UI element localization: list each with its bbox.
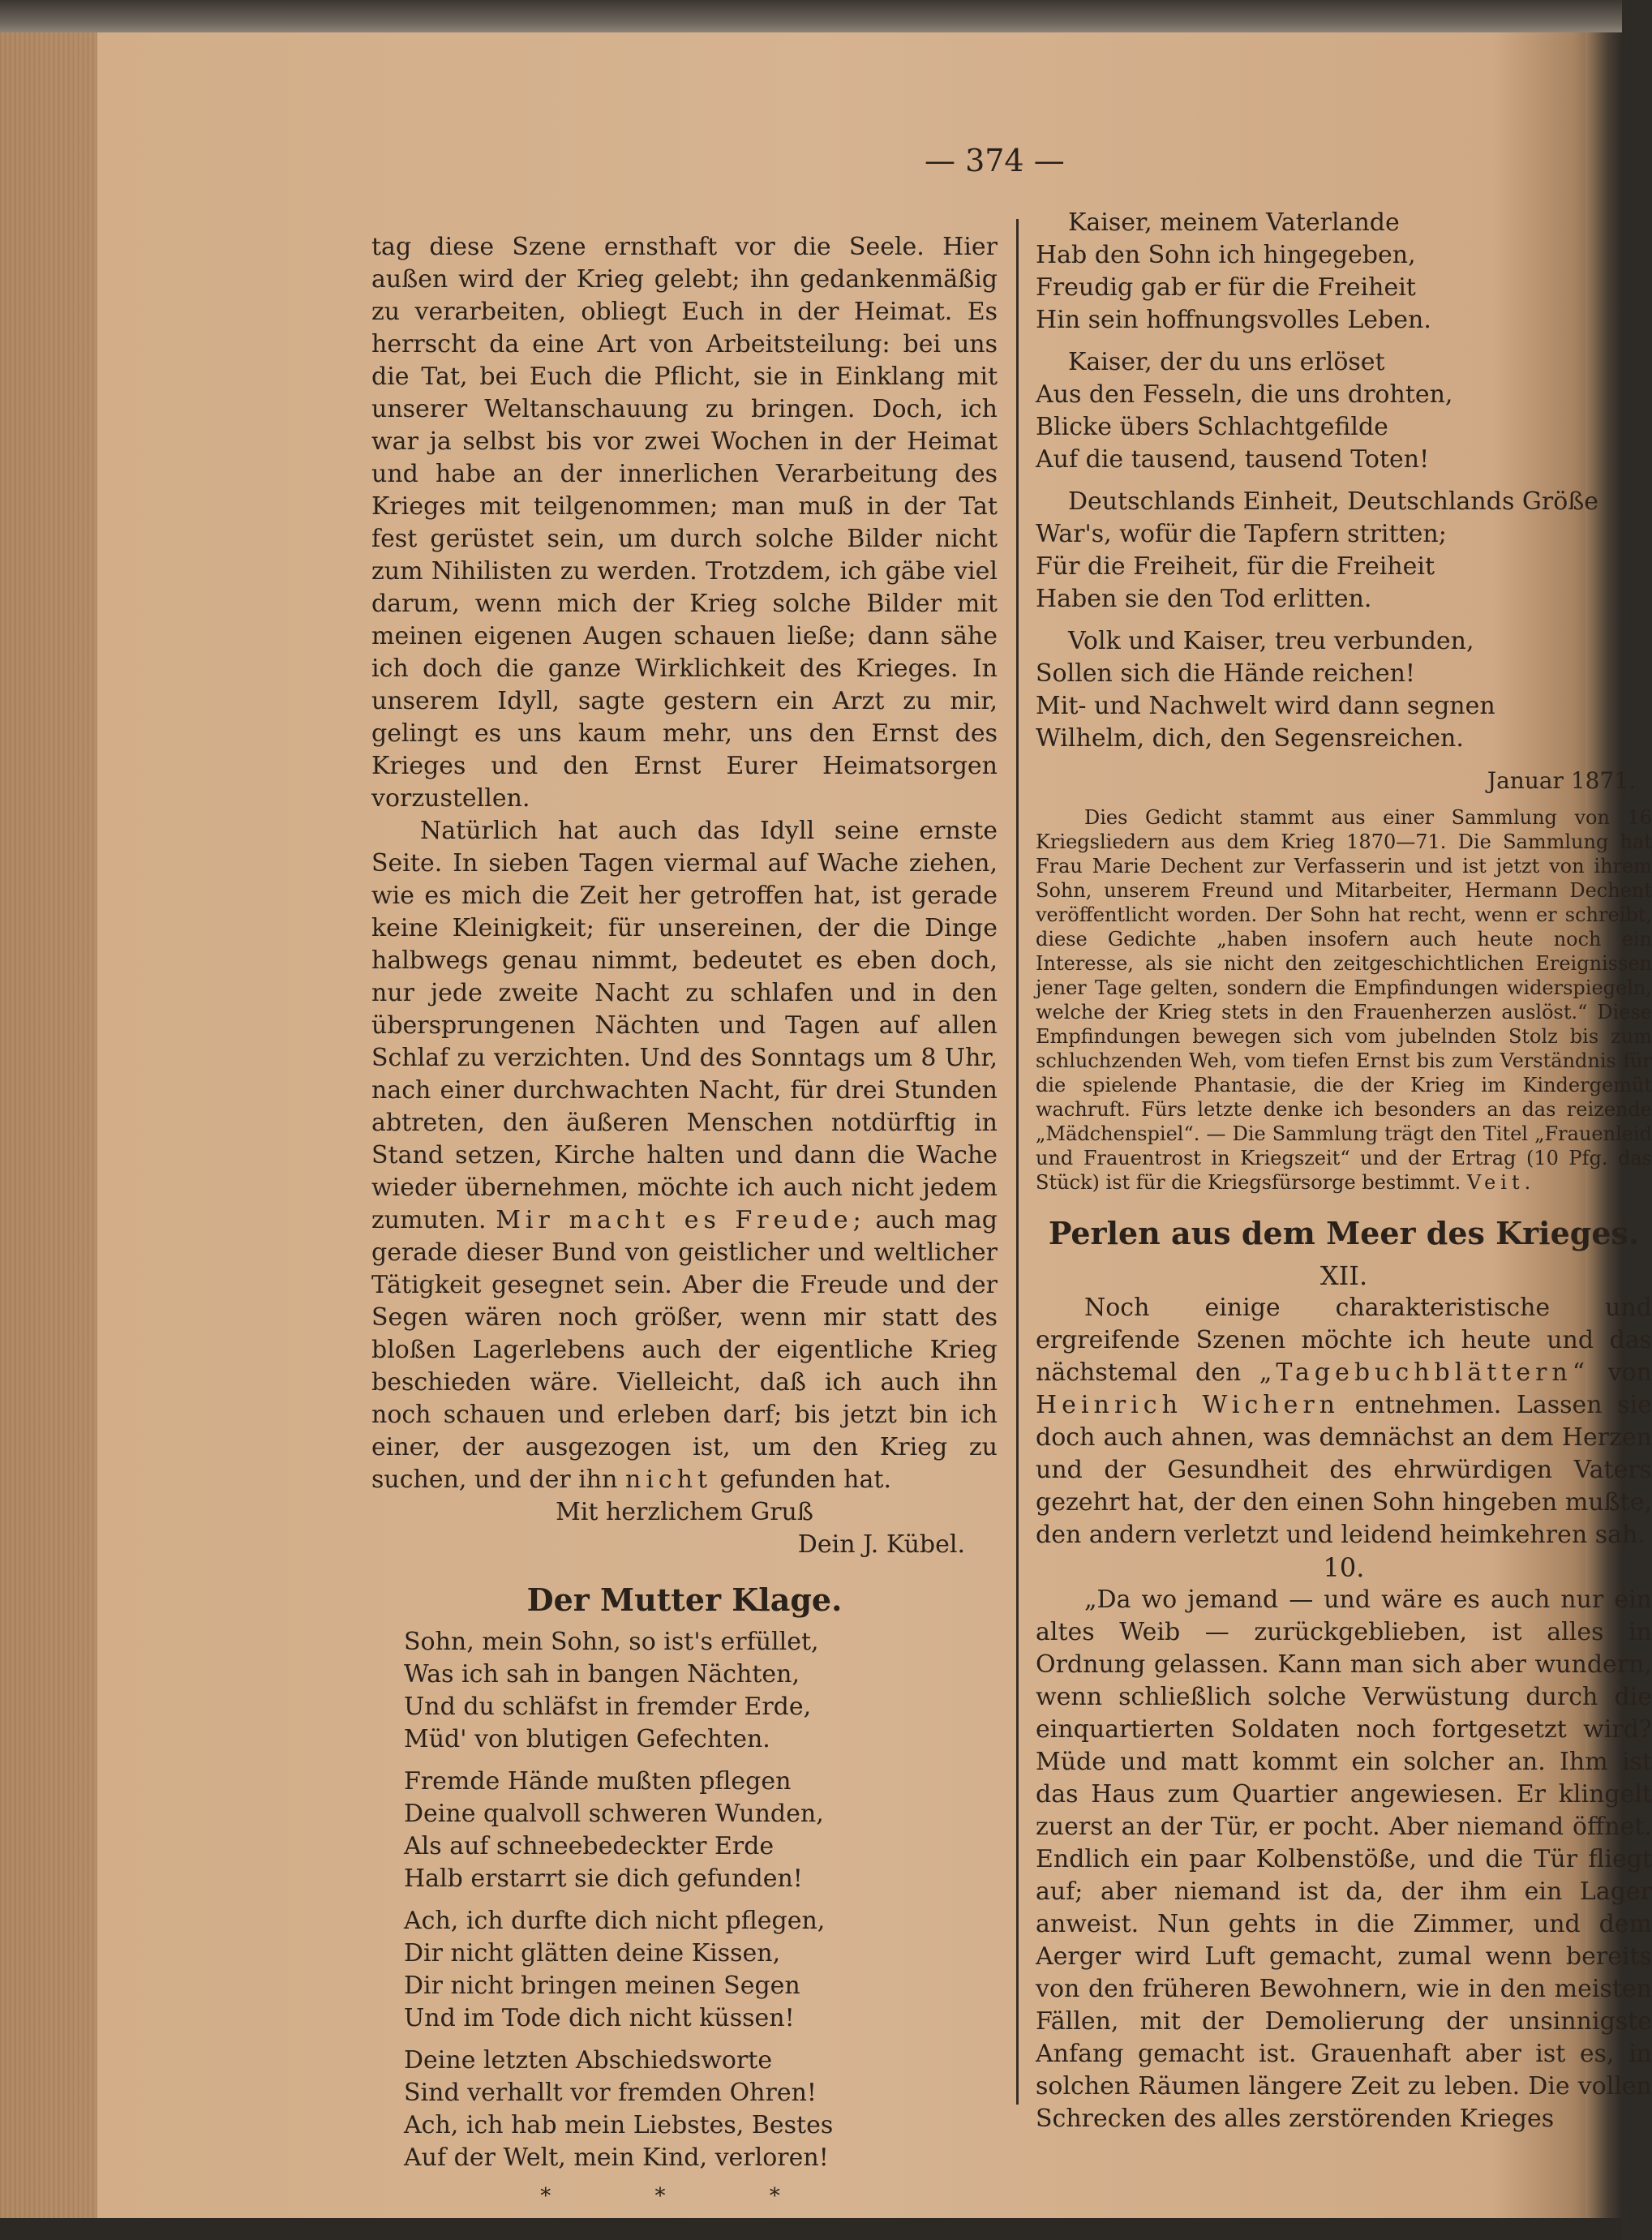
column-divider <box>1016 219 1019 2105</box>
poem-line: Sind verhallt vor fremden Ohren! <box>404 2079 817 2107</box>
letter-emphasis: nicht <box>625 1465 713 1494</box>
poem-line: Sohn, mein Sohn, so ist's erfüllet, <box>404 1628 819 1656</box>
poem-line: Dir nicht glätten deine Kissen, <box>404 1939 781 1968</box>
letter-paragraph <box>371 815 998 1496</box>
poem-line: Sollen sich die Hände reichen! <box>1036 659 1415 688</box>
poem-line: Als auf schneebedeckter Erde <box>404 1832 775 1860</box>
poem-line: Müd' von blutigen Gefechten. <box>404 1725 770 1753</box>
note-author: Veit. <box>1466 1171 1536 1194</box>
note-paragraph <box>1036 805 1652 1195</box>
poem-line: Aus den Fesseln, die uns drohten, <box>1036 380 1453 409</box>
section-stars: * * * <box>540 2184 829 2208</box>
poem-stanza <box>404 1766 998 1895</box>
poem-line: Kaiser, der du uns erlöset <box>1068 348 1385 376</box>
poem-line: Halb erstarrt sie dich gefunden! <box>404 1865 803 1893</box>
poem-stanza <box>1036 625 1652 755</box>
book-bottom-edge <box>0 2218 1622 2240</box>
poem-line: Ach, ich hab mein Liebstes, Bestes <box>404 2111 834 2139</box>
poem-line: Für die Freiheit, für die Freiheit <box>1036 552 1435 581</box>
article-number: XII. <box>1319 1260 1368 1291</box>
poem-line: Deine qualvoll schweren Wunden, <box>404 1800 824 1828</box>
right-column <box>1036 207 1652 2135</box>
poem-stanza <box>1036 346 1652 476</box>
left-column <box>371 231 998 2208</box>
poem-date: Januar 1871. <box>1487 767 1636 794</box>
poem-stanza <box>404 1626 998 1756</box>
letter-text: Natürlich hat auch das Idyll seine ernste Seite. In sieben Tagen viermal auf Wache ziehen, wie es mich die Zeit her getroffen hat, ist gerade keine Kleinigkeit; für unsereinen, der die Dinge halbwegs genau nimmt, bedeutet es eben doch, nur jede zweite Nacht zu schlafen und in den übersprungenen Nächten und Tagen auf allen Schlaf zu verzichten. Und des Sonntags um 8 Uhr, nach einer durchwachten Nacht, für drei Stunden abtreten, den äußeren Menschen notdürftig in Stand setzen, Kirche halten und dann die Wache wieder übernehmen, möchte ich auch nicht jedem zumuten. <box>371 817 998 1234</box>
letter-emphasis: Mir macht es Freude; <box>496 1206 866 1234</box>
editor-note <box>1036 805 1652 1195</box>
intro-spaced-name: Heinrich Wichern <box>1036 1391 1340 1419</box>
article-title: Perlen aus dem Meer des Krieges. <box>1048 1215 1640 1251</box>
letter-signature: Dein J. Kübel. <box>797 1530 965 1559</box>
poem-line: Und du schläfst in fremder Erde, <box>404 1693 812 1721</box>
page <box>97 32 1652 2218</box>
poem-line: Freudig gab er für die Freiheit <box>1036 273 1416 302</box>
poem-line: Haben sie den Tod erlitten. <box>1036 585 1372 613</box>
page-number: — 374 — <box>925 143 1065 178</box>
poem-continuation <box>1036 207 1652 755</box>
poem-line: Fremde Hände mußten pflegen <box>404 1767 792 1796</box>
poem-line: Volk und Kaiser, treu verbunden, <box>1068 627 1474 655</box>
poem-line: Wilhelm, dich, den Segensreichen. <box>1036 724 1464 753</box>
intro-text: Noch einige charakteristische und ergreifende Szenen möchte ich heute und das nächstemal den <box>1036 1294 1652 1387</box>
poem-line: Blicke übers Schlachtgefilde <box>1036 413 1388 441</box>
poem-line: Ach, ich durfte dich nicht pflegen, <box>404 1907 826 1935</box>
poem-line: War's, wofür die Tapfern stritten; <box>1036 520 1447 548</box>
poem-mutter-klage <box>371 1626 998 2174</box>
poem-line: Was ich sah in bangen Nächten, <box>404 1660 800 1689</box>
letter-greeting: Mit herzlichem Gruß <box>556 1498 813 1526</box>
article-intro <box>1036 1292 1652 1551</box>
poem-stanza <box>1036 486 1652 616</box>
intro-spaced-title: „Tagebuchblättern“ <box>1259 1358 1590 1387</box>
poem-stanza <box>404 2045 998 2174</box>
poem-line: Kaiser, meinem Vaterlande <box>1068 208 1400 237</box>
poem-line: Hin sein hoffnungsvolles Leben. <box>1036 306 1431 334</box>
poem-line: Dir nicht bringen meinen Segen <box>404 1972 800 2000</box>
poem-line: Mit- und Nachwelt wird dann segnen <box>1036 692 1495 720</box>
poem-line: Deine letzten Abschiedsworte <box>404 2046 773 2075</box>
poem-line: Auf der Welt, mein Kind, verloren! <box>404 2143 829 2172</box>
poem-line: Hab den Sohn ich hingegeben, <box>1036 241 1416 269</box>
section-text: „Da wo jemand — und wäre es auch nur ein altes Weib — zurückgeblieben, ist alles in Ordnung gelassen. Kann man sich aber wundern, wenn schließlich solche Verwüstung durch die einquartierten Soldaten noch fortgesetzt wird? Müde und matt kommt ein solcher an. Ihm ist das Haus zum Quartier angewiesen. Er klingelt zuerst an der Tür, er pocht. Aber niemand öffnet. Endlich ein paar Kolbenstöße, und die Tür fliegt auf; aber niemand ist da, der ihm ein Lager anweist. Nun gehts in die Zimmer, und dem Aerger wird Luft gemacht, zumal wenn bereits von den früheren Bewohnern, wie in den meisten Fällen, mit der Demolierung der unsinnigste Anfang gemacht ist. Grauenhaft aber ist es, in solchen Räumen längere Zeit zu leben. Die vollen Schrecken des alles zerstörenden Krieges <box>1036 1586 1652 2133</box>
poem-title: Der Mutter Klage. <box>526 1581 843 1618</box>
letter-text: gefunden hat. <box>719 1465 891 1494</box>
poem-stanza <box>1036 207 1652 337</box>
intro-text: von <box>1607 1358 1652 1387</box>
note-text: Dies Gedicht stammt aus einer Sammlung von 16 Kriegsliedern aus dem Krieg 1870—71. Die Sammlung hat Frau Marie Dechent zur Verfasserin und ist jetzt von ihrem Sohn, unserem Freund und Mitarbeiter, Hermann Dechent veröffentlicht worden. Der Sohn hat recht, wenn er schreibt, diese Gedichte „haben insofern auch heute noch ein Interesse, als sie nicht den zeitgeschichtlichen Ereignissen jener Tage gelten, sondern die Empfindungen widerspiegeln, welche der Krieg stets in den Frauenherzen auslöst.“ Diese Empfindungen bewegen sich vom jubelnden Stolz bis zum schluchzenden Weh, vom tiefen Ernst bis zum Verständnis für die spielende Phantasie, die der Krieg im Kindergemüt wachruft. Fürs letzte denke ich besonders an das reizende „Mädchenspiel“. — Die Sammlung trägt den Titel „Frauenleid und Frauentrost in Kriegszeit“ und der Ertrag (10 Pfg. das Stück) ist für die Kriegsfürsorge bestimmt. <box>1036 806 1652 1194</box>
poem-line: Und im Tode dich nicht küssen! <box>404 2004 795 2032</box>
letter-paragraph: tag diese Szene ernsthaft vor die Seele. Hier außen wird der Krieg gelebt; ihn gedankenmäßig zu verarbeiten, obliegt Euch in der Heimat. Es herrscht da eine Art von Arbeitsteilung: bei uns die Tat, bei Euch die Pflicht, sie in Einklang mit unserer Weltanschauung zu bringen. Doch, ich war ja selbst bis vor zwei Wochen in der Heimat und habe an der innerlichen Verarbeitung des Krieges mit teilgenommen; man muß in der Tat fest gerüstet sein, um durch solche Bilder nicht zum Nihilisten zu werden. Trotzdem, ich gäbe viel darum, wenn mich der Krieg solche Bilder mit meinen eigenen Augen schauen ließe; dann sähe ich doch die ganze Wirklichkeit des Krieges. In unserem Idyll, sagte gestern ein Arzt zu mir, gelingt es uns kaum mehr, uns den Ernst des Krieges und den Ernst Eurer Heimatsorgen vorzustellen. <box>371 233 998 813</box>
poem-stanza <box>404 1905 998 2035</box>
book-top-edge <box>0 0 1622 32</box>
intro-text: entnehmen. Lassen sie doch auch ahnen, was demnächst an dem Herzen und der Gesundheit des ehrwürdigen Vaters gezehrt hat, der den einen Sohn hingeben mußte, den andern verletzt und leidend heimkehren sah. <box>1036 1391 1652 1549</box>
letter-text: auch mag gerade dieser Bund von geistlicher und weltlicher Tätigkeit gesegnet sein. Aber die Freude und der Segen wären noch größer, wenn mir statt des bloßen Lagerlebens auch der eigentliche Krieg beschieden wäre. Vielleicht, daß ich auch ihn noch schauen und erleben darf; bis jetzt bin ich einer, der ausgezogen ist, um den Krieg zu suchen, und der ihn <box>371 1206 998 1494</box>
book-page-edges <box>0 32 97 2218</box>
poem-line: Auf die tausend, tausend Toten! <box>1036 445 1430 474</box>
section-number: 10. <box>1323 1552 1365 1583</box>
poem-line: Deutschlands Einheit, Deutschlands Größe <box>1068 487 1599 516</box>
